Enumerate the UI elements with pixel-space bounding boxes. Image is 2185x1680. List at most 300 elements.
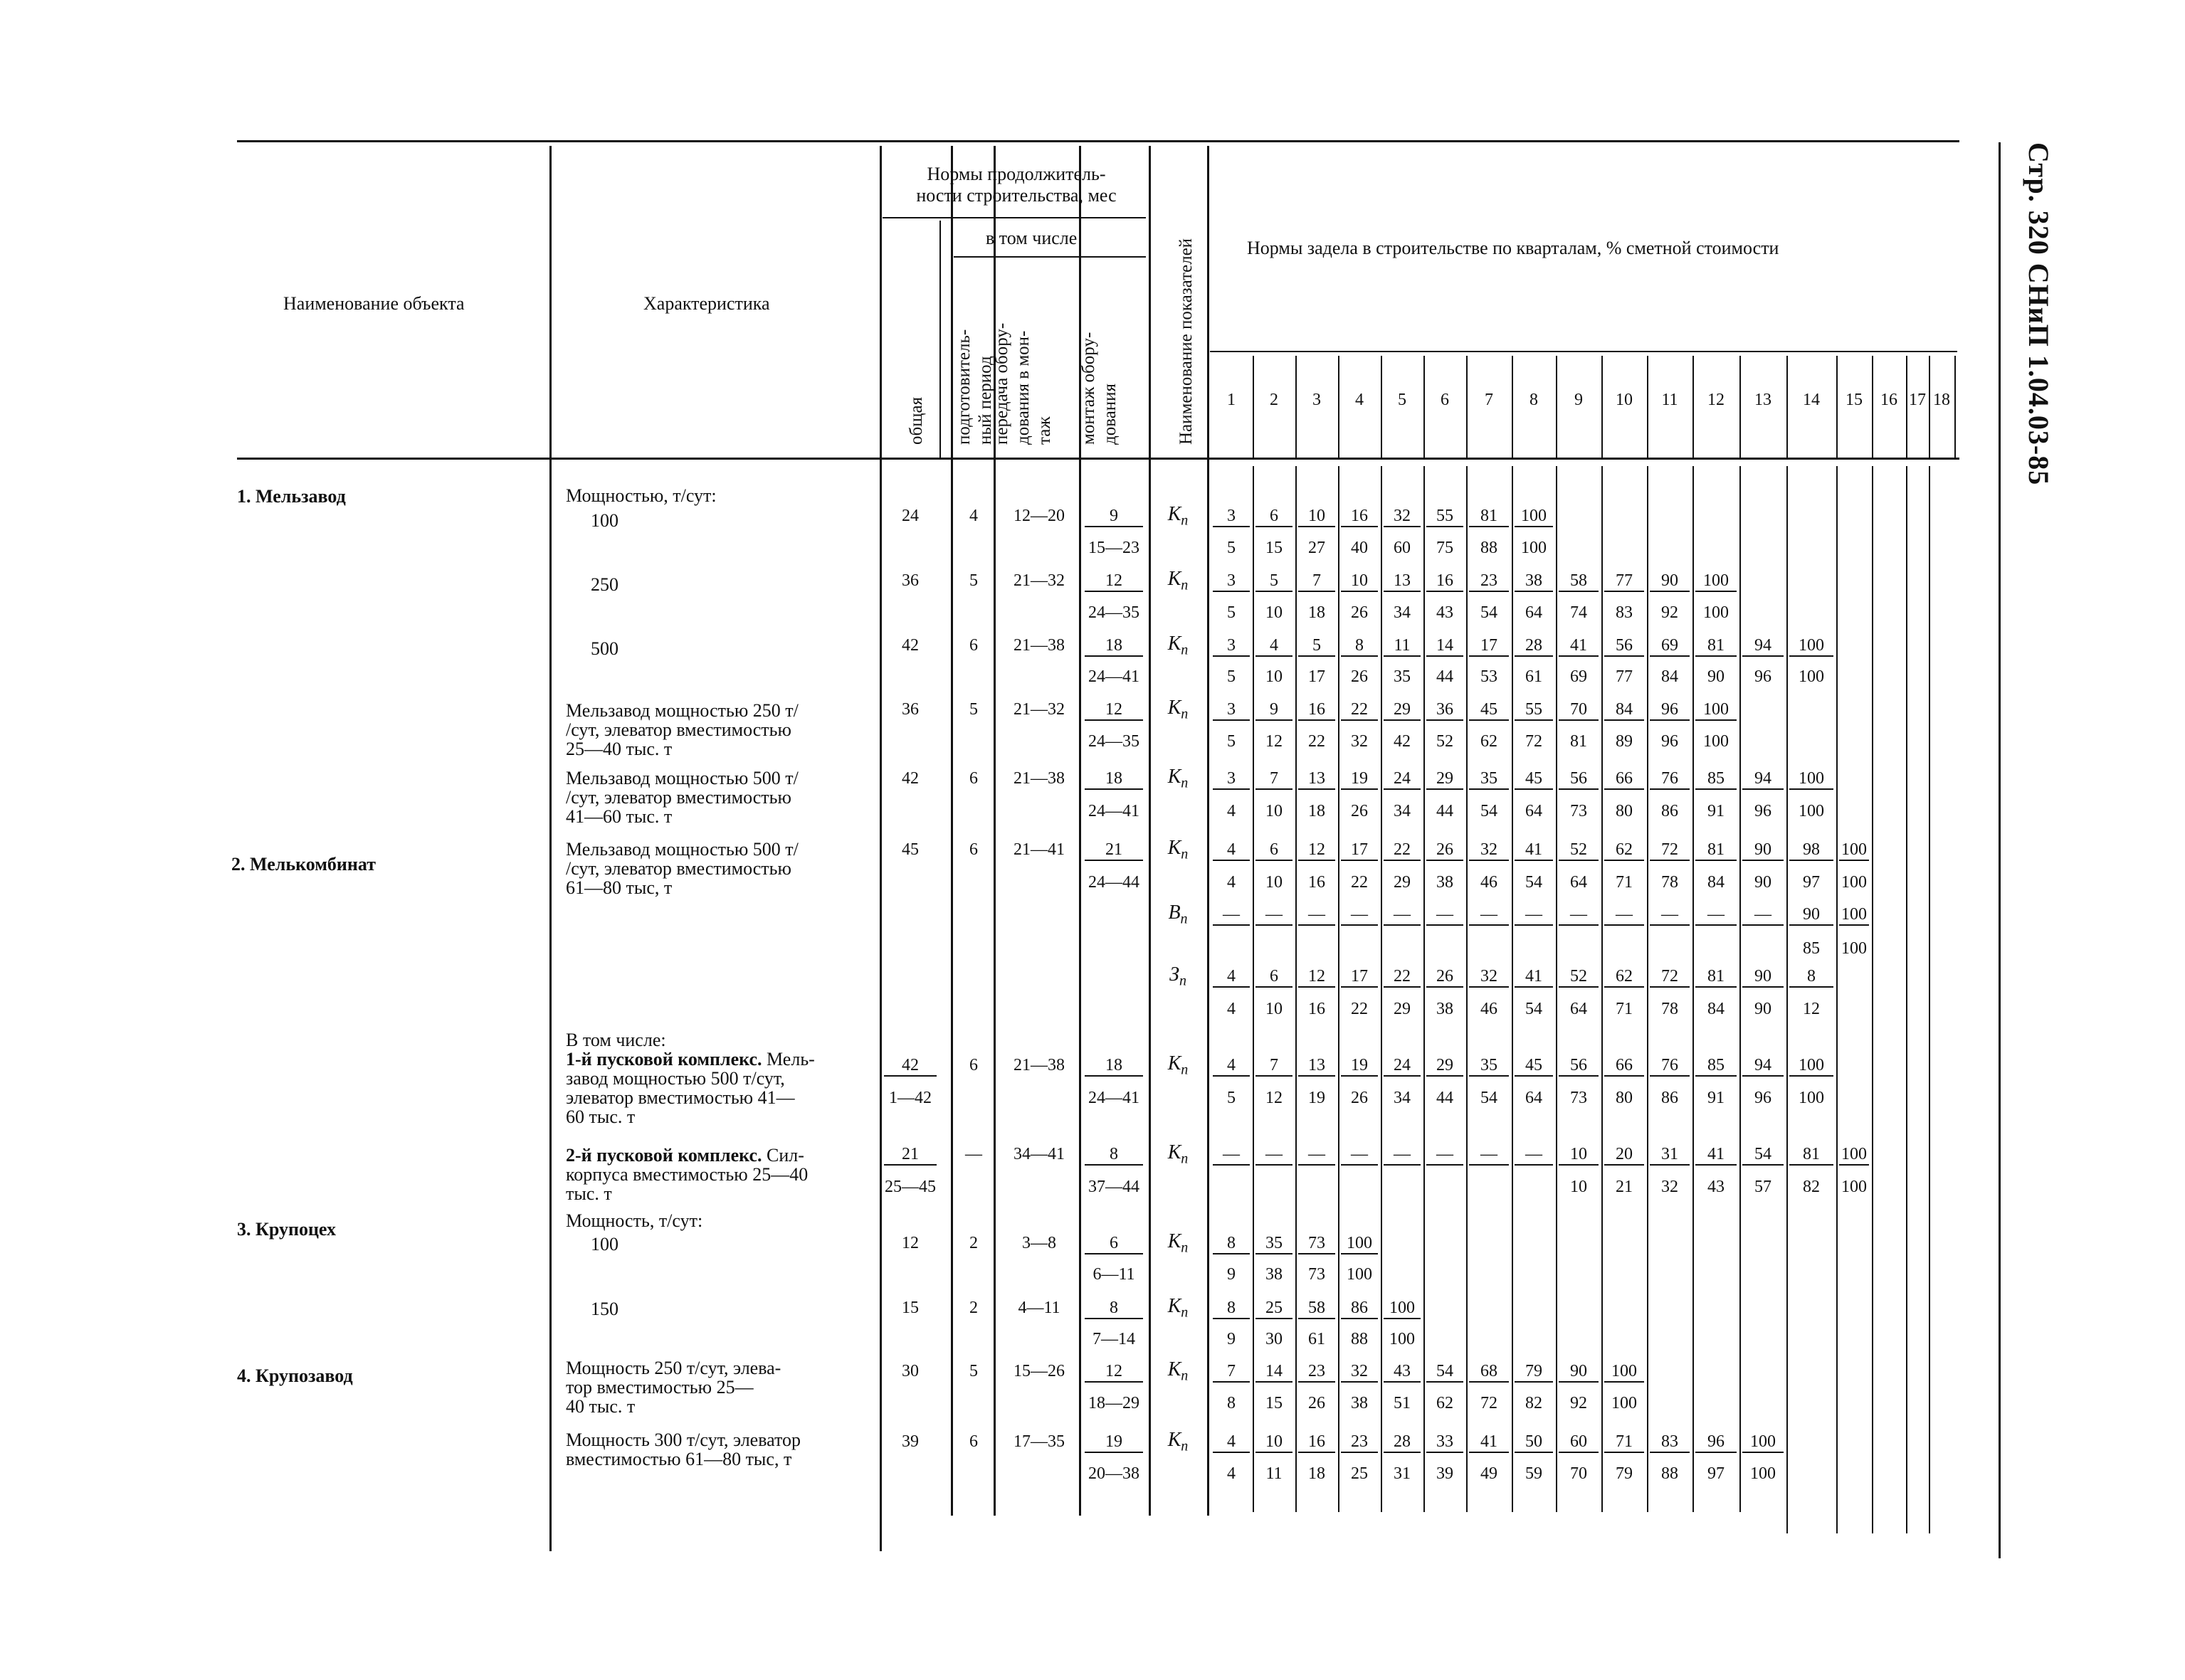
duration-cell: 3—8 xyxy=(1022,1234,1056,1252)
quarter-value: 84 xyxy=(1604,699,1644,721)
quarter-value: 82 xyxy=(1525,1394,1542,1412)
quarter-number: 5 xyxy=(1398,391,1406,409)
quarter-value: 96 xyxy=(1650,699,1690,721)
indicator-symbol: $К_п$ xyxy=(1167,633,1189,658)
quarter-value: 10 xyxy=(1255,1432,1292,1453)
rule-line xyxy=(1872,466,1873,1533)
quarter-value: 31 xyxy=(1650,1144,1690,1166)
duration-cell: 34—41 xyxy=(1013,1145,1065,1163)
quarter-value: 56 xyxy=(1604,635,1644,657)
characteristic-text: 100 xyxy=(591,510,618,531)
duration-cell: 6 xyxy=(969,1432,978,1451)
quarter-value: 74 xyxy=(1570,603,1587,622)
quarter-value: 97 xyxy=(1803,873,1820,892)
characteristic-text: 500 xyxy=(591,638,618,659)
quarter-value: 90 xyxy=(1559,1361,1599,1383)
quarter-value: 29 xyxy=(1394,873,1411,892)
duration-cell: 21—32 xyxy=(1013,700,1065,719)
quarter-value: 81 xyxy=(1570,732,1587,751)
object-name: 1. Мельзавод xyxy=(237,486,346,507)
quarter-value: 91 xyxy=(1707,1089,1725,1107)
duration-cell: 24—41 xyxy=(1088,667,1139,686)
header-characteristic: Характеристика xyxy=(643,293,770,314)
quarter-value: 85 xyxy=(1695,768,1737,790)
quarter-value: 3 xyxy=(1213,506,1250,527)
quarter-value: 45 xyxy=(1515,1055,1553,1077)
indicator-symbol: $К_п$ xyxy=(1167,766,1189,791)
quarter-value: 27 xyxy=(1308,539,1325,557)
quarter-value: 45 xyxy=(1515,768,1553,790)
quarter-value: 14 xyxy=(1426,635,1463,657)
characteristic-text: Мощностью, т/сут: xyxy=(566,485,717,506)
quarter-value: 80 xyxy=(1616,802,1633,820)
quarter-value: 83 xyxy=(1650,1432,1690,1453)
quarter-value: 38 xyxy=(1351,1394,1368,1412)
duration-cell: 24—41 xyxy=(1088,802,1139,820)
quarter-value: 4 xyxy=(1213,966,1250,988)
duration-cell: 8 xyxy=(1085,1144,1143,1166)
quarter-value: 5 xyxy=(1227,539,1236,557)
duration-cell: 37—44 xyxy=(1088,1178,1139,1196)
rule-line xyxy=(939,221,941,459)
quarter-value: 16 xyxy=(1426,571,1463,592)
quarter-value: 3 xyxy=(1213,768,1250,790)
quarter-value: 17 xyxy=(1469,635,1509,657)
duration-cell: 12 xyxy=(902,1234,919,1252)
characteristic-text: Мощность 250 т/сут, элева- тор вместимостью 25— 40 тыс. т xyxy=(566,1358,781,1417)
quarter-number: 2 xyxy=(1270,391,1278,409)
duration-cell: 24—35 xyxy=(1088,603,1139,622)
quarter-value: 10 xyxy=(1341,571,1378,592)
indicator-symbol: $К_п$ xyxy=(1167,503,1189,529)
quarter-value: 15 xyxy=(1265,539,1283,557)
quarter-value: 14 xyxy=(1255,1361,1292,1383)
quarter-value: 26 xyxy=(1351,1089,1368,1107)
quarter-value: 10 xyxy=(1265,603,1283,622)
quarter-value: 50 xyxy=(1515,1432,1553,1453)
duration-cell: 12 xyxy=(1085,1361,1143,1383)
quarter-value: 4 xyxy=(1213,1055,1250,1077)
duration-cell: 18 xyxy=(1085,768,1143,790)
quarter-value: 79 xyxy=(1616,1464,1633,1483)
duration-cell: — xyxy=(965,1145,982,1163)
duration-cell: 17—35 xyxy=(1013,1432,1065,1451)
quarter-value: 88 xyxy=(1661,1464,1678,1483)
quarter-value: 36 xyxy=(1426,699,1463,721)
quarter-value: 54 xyxy=(1426,1361,1463,1383)
quarter-value: 55 xyxy=(1515,699,1553,721)
object-name: 3. Крупоцех xyxy=(237,1219,336,1240)
rule-line xyxy=(237,140,1959,142)
quarter-value: 100 xyxy=(1742,1432,1784,1453)
quarter-number: 3 xyxy=(1312,391,1321,409)
quarter-value: 53 xyxy=(1480,667,1497,686)
quarter-number: 1 xyxy=(1227,391,1236,409)
duration-cell: 9 xyxy=(1085,506,1143,527)
quarter-value: 17 xyxy=(1341,840,1378,861)
quarter-value: — xyxy=(1426,904,1463,926)
quarter-value: 58 xyxy=(1298,1298,1335,1319)
quarter-value: — xyxy=(1255,904,1292,926)
quarter-value: 64 xyxy=(1570,1000,1587,1018)
quarter-value: 90 xyxy=(1789,904,1833,926)
quarter-value: 26 xyxy=(1351,802,1368,820)
quarter-value: 3 xyxy=(1213,571,1250,592)
characteristic-text: Мельзавод мощностью 500 т/ /сут, элеватор вместимостью 41—60 тыс. т xyxy=(566,768,799,827)
quarter-value: 70 xyxy=(1559,699,1599,721)
characteristic-text: 250 xyxy=(591,574,618,595)
quarter-value: 96 xyxy=(1661,732,1678,751)
quarter-value: 11 xyxy=(1384,635,1421,657)
rule-line xyxy=(1647,466,1648,1512)
quarter-value: 16 xyxy=(1298,699,1335,721)
characteristic-text: 100 xyxy=(591,1234,618,1254)
rule-line xyxy=(1692,466,1694,1512)
duration-cell: 5 xyxy=(969,1362,978,1380)
duration-cell: 21—38 xyxy=(1013,636,1065,655)
quarter-value: 81 xyxy=(1789,1144,1833,1166)
indicator-symbol: $К_п$ xyxy=(1167,1295,1189,1321)
quarter-value: 46 xyxy=(1480,1000,1497,1018)
quarter-value: 69 xyxy=(1570,667,1587,686)
duration-cell: 39 xyxy=(902,1432,919,1451)
quarter-value: 10 xyxy=(1298,506,1335,527)
quarter-value: 81 xyxy=(1695,635,1737,657)
quarter-value: 45 xyxy=(1469,699,1509,721)
quarter-value: 10 xyxy=(1570,1178,1587,1196)
header-object-name: Наименование объекта xyxy=(283,293,465,314)
quarter-value: 96 xyxy=(1754,802,1771,820)
quarter-value: 12 xyxy=(1265,732,1283,751)
quarter-value: 26 xyxy=(1351,603,1368,622)
quarter-value: 6 xyxy=(1255,506,1292,527)
quarter-value: 94 xyxy=(1742,635,1784,657)
indicator-symbol: $З_п$ xyxy=(1169,963,1186,989)
quarter-value: 8 xyxy=(1213,1233,1250,1254)
duration-cell: 21 xyxy=(884,1144,937,1166)
quarter-value: 8 xyxy=(1227,1394,1236,1412)
quarter-value: 23 xyxy=(1341,1432,1378,1453)
quarter-value: 61 xyxy=(1525,667,1542,686)
quarter-value: 34 xyxy=(1394,603,1411,622)
quarter-value: 86 xyxy=(1661,802,1678,820)
rule-line xyxy=(1381,466,1382,1512)
rule-line xyxy=(1999,142,2001,1558)
quarter-number: 14 xyxy=(1803,391,1820,409)
quarter-value: 13 xyxy=(1298,768,1335,790)
quarter-value: 4 xyxy=(1227,1000,1236,1018)
quarter-value: 100 xyxy=(1604,1361,1644,1383)
quarter-value: — xyxy=(1604,904,1644,926)
quarter-value: 5 xyxy=(1227,1089,1236,1107)
quarter-value: 54 xyxy=(1480,1089,1497,1107)
quarter-value: 4 xyxy=(1227,1464,1236,1483)
duration-cell: 21—38 xyxy=(1013,769,1065,788)
rule-line xyxy=(1786,466,1788,1533)
quarter-value: 16 xyxy=(1341,506,1378,527)
indicator-symbol: $В_п$ xyxy=(1168,902,1188,927)
quarter-value: 18 xyxy=(1308,603,1325,622)
duration-cell: 25—45 xyxy=(885,1178,936,1196)
duration-cell: 6 xyxy=(969,636,978,655)
quarter-value: 10 xyxy=(1265,802,1283,820)
quarter-value: 54 xyxy=(1480,603,1497,622)
quarter-value: 64 xyxy=(1525,1089,1542,1107)
quarter-value: 29 xyxy=(1394,1000,1411,1018)
rule-line xyxy=(954,256,1146,258)
rule-line xyxy=(1253,466,1254,1512)
quarter-value: 98 xyxy=(1789,840,1833,861)
duration-cell: 24 xyxy=(902,507,919,525)
quarter-value: — xyxy=(1213,1144,1250,1166)
quarter-number: 11 xyxy=(1661,391,1678,409)
quarter-value: 84 xyxy=(1707,873,1725,892)
quarter-value: 29 xyxy=(1426,768,1463,790)
quarter-value: 84 xyxy=(1661,667,1678,686)
duration-cell: 45 xyxy=(902,840,919,859)
quarter-value: 22 xyxy=(1384,840,1421,861)
rule-line xyxy=(1739,466,1741,1512)
quarter-number: 15 xyxy=(1846,391,1863,409)
duration-cell: 2 xyxy=(969,1299,978,1317)
quarter-value: 100 xyxy=(1347,1265,1372,1284)
quarter-number: 6 xyxy=(1441,391,1449,409)
quarter-value: 43 xyxy=(1436,603,1453,622)
quarter-value: 81 xyxy=(1469,506,1509,527)
quarter-value: 96 xyxy=(1754,667,1771,686)
quarter-value: 52 xyxy=(1559,840,1599,861)
indicator-symbol: $К_п$ xyxy=(1167,568,1189,593)
quarter-value: 62 xyxy=(1604,840,1644,861)
quarter-value: 35 xyxy=(1469,768,1509,790)
quarter-value: 31 xyxy=(1394,1464,1411,1483)
quarter-value: 34 xyxy=(1394,802,1411,820)
quarter-value: 4 xyxy=(1227,873,1236,892)
rule-line xyxy=(1423,466,1425,1512)
quarter-value: 35 xyxy=(1394,667,1411,686)
quarter-value: 96 xyxy=(1695,1432,1737,1453)
quarter-value: 38 xyxy=(1436,1000,1453,1018)
header-prep-period: подготовитель- ный период xyxy=(954,329,995,445)
quarter-value: — xyxy=(1298,904,1335,926)
quarter-value: 64 xyxy=(1570,873,1587,892)
duration-cell: 19 xyxy=(1085,1432,1143,1453)
quarter-value: 32 xyxy=(1469,840,1509,861)
quarter-value: 8 xyxy=(1213,1298,1250,1319)
rule-line xyxy=(880,146,882,1551)
header-indicator-name: Наименование показателей xyxy=(1176,238,1196,445)
quarter-value: 52 xyxy=(1436,732,1453,751)
duration-cell: 15—23 xyxy=(1088,539,1139,557)
duration-cell: 18 xyxy=(1085,635,1143,657)
quarter-value: 61 xyxy=(1308,1330,1325,1348)
quarter-value: 46 xyxy=(1480,873,1497,892)
quarter-value: 41 xyxy=(1695,1144,1737,1166)
quarter-value: 24 xyxy=(1384,768,1421,790)
quarter-value: 7 xyxy=(1255,1055,1292,1077)
quarter-value: 86 xyxy=(1661,1089,1678,1107)
quarter-value: 9 xyxy=(1227,1265,1236,1284)
quarter-value: 100 xyxy=(1341,1233,1378,1254)
rule-line xyxy=(1601,466,1603,1512)
quarter-number: 17 xyxy=(1909,391,1926,409)
quarter-value: 23 xyxy=(1469,571,1509,592)
quarter-value: 7 xyxy=(1298,571,1335,592)
duration-cell: 15 xyxy=(902,1299,919,1317)
quarter-value: 100 xyxy=(1841,1178,1867,1196)
quarter-value: 77 xyxy=(1604,571,1644,592)
quarter-value: 41 xyxy=(1469,1432,1509,1453)
quarter-value: 12 xyxy=(1265,1089,1283,1107)
quarter-value: 66 xyxy=(1604,1055,1644,1077)
quarter-value: 81 xyxy=(1695,840,1737,861)
quarter-value: 70 xyxy=(1570,1464,1587,1483)
quarter-value: 22 xyxy=(1351,1000,1368,1018)
quarter-value: 57 xyxy=(1754,1178,1771,1196)
indicator-symbol: $К_п$ xyxy=(1167,1230,1189,1256)
quarter-value: 43 xyxy=(1384,1361,1421,1383)
quarter-value: 51 xyxy=(1394,1394,1411,1412)
indicator-symbol: $К_п$ xyxy=(1167,1141,1189,1167)
quarter-value: 38 xyxy=(1515,571,1553,592)
quarter-value: 72 xyxy=(1525,732,1542,751)
quarter-value: 86 xyxy=(1341,1298,1378,1319)
quarter-value: 82 xyxy=(1803,1178,1820,1196)
quarter-value: 100 xyxy=(1789,1055,1833,1077)
quarter-value: 64 xyxy=(1525,603,1542,622)
quarter-value: 90 xyxy=(1650,571,1690,592)
quarter-value: 100 xyxy=(1789,768,1833,790)
page-title: Стр. 320 СНиП 1.04.03-85 xyxy=(2023,142,2055,486)
quarter-value: 4 xyxy=(1213,840,1250,861)
duration-cell: 7—14 xyxy=(1092,1330,1135,1348)
characteristic-text: 150 xyxy=(591,1299,618,1319)
quarter-value: 3 xyxy=(1213,699,1250,721)
quarter-value: 23 xyxy=(1298,1361,1335,1383)
rule-line xyxy=(1210,351,1957,352)
duration-cell: 2 xyxy=(969,1234,978,1252)
quarter-value: 7 xyxy=(1255,768,1292,790)
quarter-value: 62 xyxy=(1436,1394,1453,1412)
characteristic-text: Мощность 300 т/сут, элеватор вместимостью 61—80 тыс, т xyxy=(566,1430,801,1469)
object-name: 4. Крупозавод xyxy=(237,1365,353,1386)
quarter-value: 22 xyxy=(1308,732,1325,751)
quarter-value: 32 xyxy=(1384,506,1421,527)
quarter-number: 18 xyxy=(1933,391,1950,409)
quarter-value: 54 xyxy=(1525,873,1542,892)
quarter-number: 13 xyxy=(1754,391,1771,409)
quarter-number: 12 xyxy=(1707,391,1725,409)
quarter-value: 28 xyxy=(1384,1432,1421,1453)
quarter-value: 78 xyxy=(1661,1000,1678,1018)
header-equipment-mounting: монтаж обору- дования xyxy=(1079,332,1120,445)
quarter-value: 5 xyxy=(1227,667,1236,686)
quarter-value: 90 xyxy=(1742,840,1784,861)
quarter-value: 10 xyxy=(1265,873,1283,892)
quarter-value: 35 xyxy=(1469,1055,1509,1077)
quarter-value: 97 xyxy=(1707,1464,1725,1483)
indicator-symbol: $К_п$ xyxy=(1167,1429,1189,1454)
quarter-value: 83 xyxy=(1616,603,1633,622)
quarter-value: 90 xyxy=(1707,667,1725,686)
quarter-value: 13 xyxy=(1384,571,1421,592)
quarter-value: 71 xyxy=(1604,1432,1644,1453)
quarter-value: 43 xyxy=(1707,1178,1725,1196)
quarter-value: 94 xyxy=(1742,1055,1784,1077)
quarter-value: 59 xyxy=(1525,1464,1542,1483)
quarter-value: 55 xyxy=(1426,506,1463,527)
quarter-value: 100 xyxy=(1611,1394,1637,1412)
quarter-value: 8 xyxy=(1341,635,1378,657)
quarter-value: 72 xyxy=(1480,1394,1497,1412)
quarter-value: 34 xyxy=(1394,1089,1411,1107)
duration-cell: 42 xyxy=(902,636,919,655)
quarter-value: — xyxy=(1469,1144,1509,1166)
quarter-value: 26 xyxy=(1426,840,1463,861)
quarter-value: 42 xyxy=(1394,732,1411,751)
quarter-value: 90 xyxy=(1754,1000,1771,1018)
quarter-value: 78 xyxy=(1661,873,1678,892)
quarter-value: 77 xyxy=(1616,667,1633,686)
rule-line xyxy=(1556,466,1557,1512)
quarter-value: 6 xyxy=(1255,966,1292,988)
header-equipment-transfer: передача обору- дования в мон- таж xyxy=(992,322,1054,445)
characteristic-text: Мельзавод мощностью 500 т/ /сут, элеватор вместимостью 61—80 тыс, т xyxy=(566,839,799,898)
quarter-value: 4 xyxy=(1255,635,1292,657)
quarter-value: 7 xyxy=(1213,1361,1250,1383)
quarter-value: 16 xyxy=(1308,873,1325,892)
quarter-value: 81 xyxy=(1695,966,1737,988)
quarter-value: 69 xyxy=(1650,635,1690,657)
quarter-value: 89 xyxy=(1616,732,1633,751)
characteristic-text: Мощность, т/сут: xyxy=(566,1210,703,1231)
quarter-value: 73 xyxy=(1308,1265,1325,1284)
quarter-value: 96 xyxy=(1754,1089,1771,1107)
quarter-value: 30 xyxy=(1265,1330,1283,1348)
quarter-value: 100 xyxy=(1841,939,1867,958)
quarter-value: 12 xyxy=(1803,1000,1820,1018)
quarter-number: 16 xyxy=(1880,391,1897,409)
quarter-value: 100 xyxy=(1750,1464,1776,1483)
launch-complex-text: 2-й пусковой комплекс. Сил- корпуса вместимостью 25—40 тыс. т xyxy=(566,1145,809,1204)
rule-line xyxy=(1149,146,1151,1516)
duration-cell: 21—41 xyxy=(1013,840,1065,859)
quarter-value: 22 xyxy=(1341,699,1378,721)
header-total: общая xyxy=(907,396,926,445)
quarter-value: 24 xyxy=(1384,1055,1421,1077)
quarter-value: 25 xyxy=(1255,1298,1292,1319)
quarter-value: 73 xyxy=(1298,1233,1335,1254)
quarter-value: — xyxy=(1298,1144,1335,1166)
duration-cell: 12—20 xyxy=(1013,507,1065,525)
quarter-value: 19 xyxy=(1341,1055,1378,1077)
quarter-value: 18 xyxy=(1308,1464,1325,1483)
quarter-value: 9 xyxy=(1255,699,1292,721)
quarter-value: 60 xyxy=(1559,1432,1599,1453)
quarter-value: 28 xyxy=(1515,635,1553,657)
quarter-value: 100 xyxy=(1839,840,1869,861)
quarter-value: 100 xyxy=(1799,802,1824,820)
quarter-value: 9 xyxy=(1227,1330,1236,1348)
indicator-symbol: $К_п$ xyxy=(1167,1358,1189,1384)
quarter-value: — xyxy=(1469,904,1509,926)
duration-cell: 18—29 xyxy=(1088,1394,1139,1412)
quarter-value: 35 xyxy=(1255,1233,1292,1254)
quarter-value: 5 xyxy=(1255,571,1292,592)
quarter-value: 41 xyxy=(1559,635,1599,657)
quarter-value: 100 xyxy=(1703,603,1729,622)
duration-cell: 18 xyxy=(1085,1055,1143,1077)
